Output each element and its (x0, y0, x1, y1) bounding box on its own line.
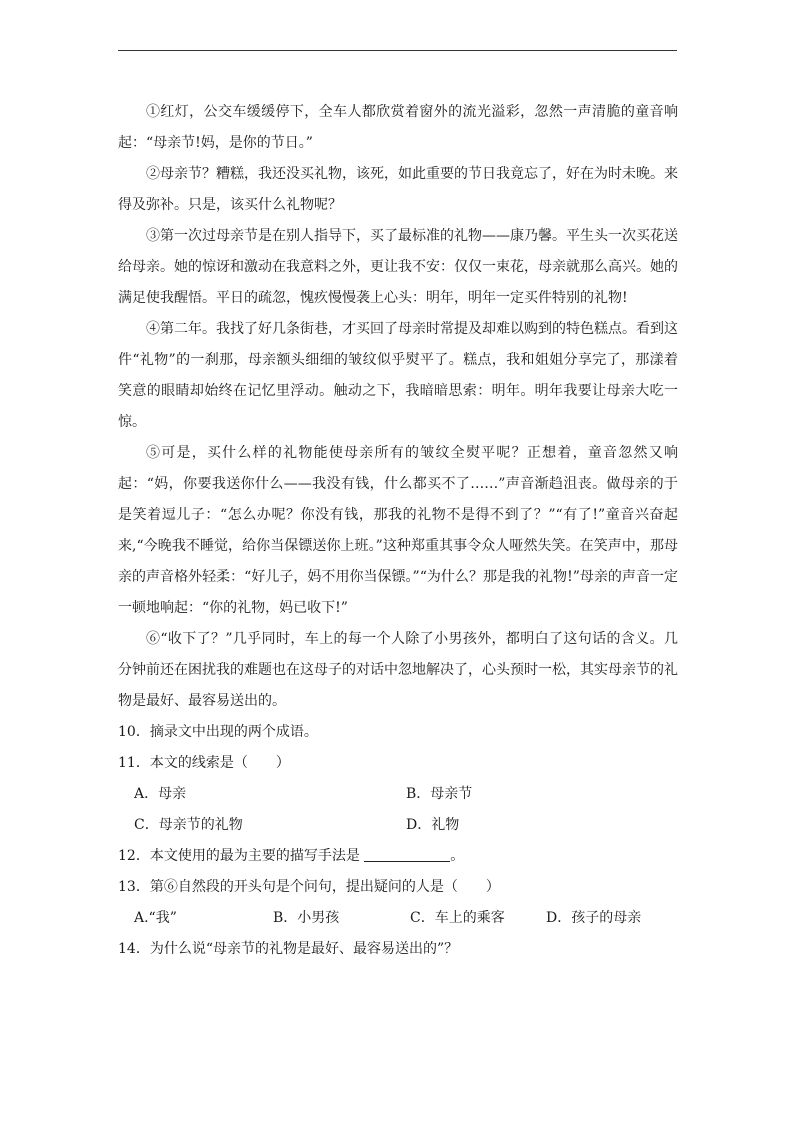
paragraph-6: ⑥“收下了？”几乎同时，车上的每一个人除了小男孩外，都明白了这句话的含义。几分钟前还在困扰我的难题也在这母子的对话中忽地解决了，心头预时一松，其实母亲节的礼物是最好、最容易送出的。 (118, 631, 678, 709)
document-body (118, 97, 678, 965)
paragraph-4: ④第二年。我找了好几条街巷，才买回了母亲时常提及却难以购到的特色糕点。看到这件“礼物”的一刹那，母亲额头细细的皱纹似乎熨平了。糕点，我和姐姐分享完了，那漾着笑意的眼睛却始终在记忆里浮动。触动之下，我暗暗思索：明年。明年我要让母亲大吃一惊。 (118, 321, 678, 430)
option-d: D．礼物 (406, 817, 460, 833)
paragraph-1: ①红灯，公交车缓缓停下，全车人都欣赏着窗外的流光溢彩，忽然一声清脆的童音响起：“母亲节!妈，是你的节日。” (118, 104, 678, 151)
question-11-options-row-2 (118, 810, 678, 841)
option-c: C．母亲节的礼物 (134, 817, 243, 833)
question-13-options (118, 903, 678, 934)
question-12-prefix: 12．本文使用的最为主要的描写手法是 (118, 848, 360, 864)
option-d: D．孩子的母亲 (546, 910, 642, 926)
question-11: 11．本文的线索是（ ） (118, 755, 290, 771)
option-c: C．车上的乘客 (410, 910, 505, 926)
paragraph-2: ②母亲节？糟糕，我还没买礼物，该死，如此重要的节日我竟忘了，好在为时未晚。来得及弥补。只是，该买什么礼物呢？ (118, 166, 678, 213)
question-12-suffix: 。 (450, 848, 465, 864)
paragraph-5: ⑤可是，买什么样的礼物能使母亲所有的皱纹全熨平呢？正想着，童音忽然又响起：“妈，你要我送你什么——我没有钱，什么都买不了……”声音渐趋沮丧。做母亲的于是笑着逗儿子：“怎么办呢？你没有钱，那我的礼物不是得不到了？”“有了!”童音兴奋起来,“今晚我不睡觉，给你当保镖送你上班。”这种郑重其事令众人哑然失笑。在笑声中，那母亲的声音格外轻柔：“好儿子，妈不用你当保镖。”“为什么？那是我的礼物!”母亲的声音一定一顿地响起：“你的礼物，妈已收下!” (118, 445, 678, 616)
question-12 (118, 841, 678, 872)
option-a: A.“我” (134, 910, 177, 926)
question-10: 10．摘录文中出现的两个成语。 (118, 724, 318, 740)
header-rule (118, 50, 677, 51)
question-13: 13．第⑥自然段的开头句是个问句，提出疑问的人是（ ） (118, 879, 500, 895)
option-b: B．小男孩 (273, 910, 340, 926)
option-b: B．母亲节 (406, 786, 473, 802)
question-14: 14．为什么说“母亲节的礼物是最好、最容易送出的”？ (118, 941, 459, 957)
paragraph-3: ③第一次过母亲节是在别人指导下，买了最标准的礼物——康乃馨。平生头一次买花送给母亲。她的惊讶和激动在我意料之外，更让我不安：仅仅一束花，母亲就那么高兴。她的满足使我醒悟。平日的疏忽，愧疚慢慢袭上心头：明年，明年一定买件特别的礼物! (118, 228, 678, 306)
question-11-options-row-1 (118, 779, 678, 810)
answer-blank[interactable] (364, 847, 450, 862)
option-a: A．母亲 (134, 786, 187, 802)
